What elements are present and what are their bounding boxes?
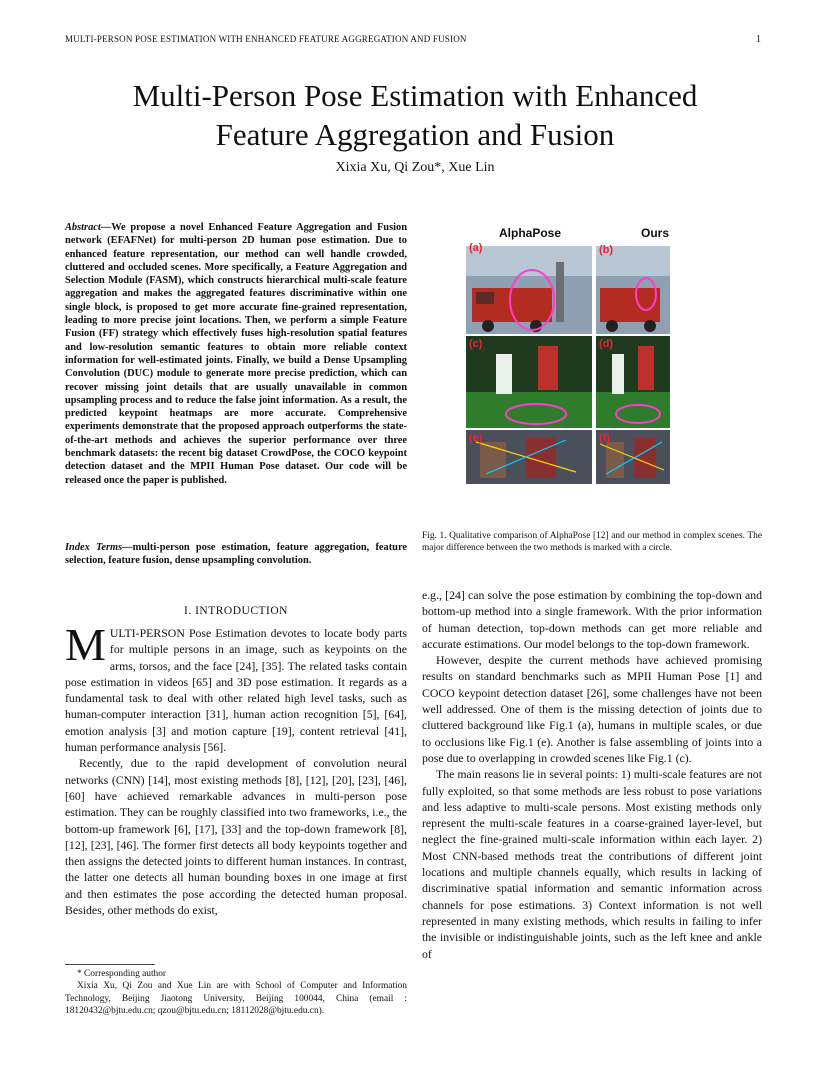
intro-paragraph-2: Recently, due to the rapid development of convolution neural networks (CNN) [14], most existing methods [8], [12], [20], [23], [46], [60] have achieved remarkable advances in multi-person pose estimation. They can be roughly classified into two frameworks, i.e., the bottom-up framework [6], [17], [33] and the top-down framework [8], [12], [23], [46]. The former first detects all body keypoints together and then assigns the detected joints to different human instances. In contrast, the latter one detects all human bounding boxes in one image at first and then estimates the pose according the detected human proposal. Besides, other methods do exist, (65, 756, 407, 918)
panel-label-c: (c) (469, 338, 483, 350)
title-line-1: Multi-Person Pose Estimation with Enhanced (132, 78, 698, 113)
paper-title (60, 76, 770, 154)
section-heading: I. INTRODUCTION (184, 605, 288, 617)
index-terms (65, 541, 407, 568)
panel-label-a: (a) (469, 242, 483, 254)
figure-image-grid (466, 242, 670, 484)
right-paragraph-3: The main reasons lie in several points: 1) multi-scale features are not fully exploited, so that some methods are less robust to pose variations and less adaptive to multi-scale persons. Most existing methods only represent the multi-scale features in a coarse-grained layer-level, but neglect the fine-grained multi-scale information within each layer. 2) Most CNN-based methods treat the contributions of different joint locations and multiple channels equally, which results in lacking of discriminative spatial information and semantic information across channels for pose estimations. 3) Context information is not well represented in many existing methods, which results in failing to infer the invisible or indistinguishable joints, such as the left knee and ankle of (422, 767, 762, 961)
abstract (65, 221, 407, 487)
footnote-affiliation: Xixia Xu, Qi Zou and Xue Lin are with School of Computer and Information Technology, Beijing Jiaotong University, Beijing 100044, China (email : 18120432@bjtu.edu.cn; qzou@bjtu.edu.cn; 18112028@bjtu.edu.cn). (65, 981, 407, 1016)
panel-e-image (466, 430, 592, 484)
footnote-rule (65, 964, 155, 965)
panel-b-image (596, 246, 670, 334)
footnote (65, 964, 407, 1017)
title-line-2: Feature Aggregation and Fusion (215, 117, 615, 152)
panel-label-d: (d) (599, 338, 614, 350)
figure-1 (466, 226, 670, 484)
footnote-corresponding: * Corresponding author (77, 969, 167, 979)
panel-label-b: (b) (599, 244, 614, 256)
abstract-text: —We propose a novel Enhanced Feature Aggregation and Fusion network (EFAFNet) for multi-person 2D human pose estimation. Due to enhanced feature representation, our method can well handle crowded, cluttered and occluded scenes. More specifically, a Feature Aggregation and Selection Module (FASM), which constructs hierarchical multi-scale feature aggregation and makes the aggregated features discriminative within one single block, is proposed to get more accurate fine-grained representation, leading to more precise joint locations. Then, we perform a simple Feature Fusion (FF) strategy which effectively fuses high-resolution spatial features and low-resolution semantic features to obtain more reliable context information for well-estimated joints. Finally, we build a Dense Upsampling Convolution (DUC) module to generate more precise prediction, which can recover missing joint details that are usually unavailable in common upsampling process and to reduce the false joint information. As a result, the predicted keypoint heatmaps are more accurate. Comprehensive experiments demonstrate that the proposed approach outperforms the state-of-the-art methods and achieves the superior performance over three benchmark datasets: the recent big dataset CrowdPose, the COCO keypoint detection dataset and the MPII Human Pose dataset. Our code will be released once the paper is published. (65, 222, 407, 486)
figure-caption: Fig. 1. Qualitative comparison of AlphaPose [12] and our method in complex scenes. The major difference between the two methods is marked with a circle. (422, 531, 762, 554)
index-terms-text: —multi-person pose estimation, feature aggregation, feature selection, feature fusion, dense upsampling convolution. (65, 542, 407, 567)
right-paragraph-2: However, despite the current methods have achieved promising results on standard benchmarks such as MPII Human Pose [1] and COCO keypoint detection dataset [26], some challenges have not been well addressed. One of them is the missing detection of joints due to cluttered background like Fig.1 (a), humans in multiple scales, or due to occlusions like Fig.1 (e). Another is false assembling of joints into a pose due to overlapping in crowded scenes like Fig.1 (c). (422, 653, 762, 765)
panel-label-f: (f) (599, 432, 610, 444)
panel-a-image (466, 246, 592, 334)
running-header: MULTI-PERSON POSE ESTIMATION WITH ENHANCED FEATURE AGGREGATION AND FUSION (65, 34, 467, 44)
page-number: 1 (756, 34, 761, 45)
authors: Xixia Xu, Qi Zou*, Xue Lin (335, 160, 495, 175)
right-paragraph-1: e.g., [24] can solve the pose estimation by combining the top-down and bottom-up method into a single framework. With the prior information of human detection, top-down methods can get more reliable and accurate estimations. Our model belongs to the top-down framework. (422, 588, 762, 651)
drop-cap: M (65, 619, 106, 670)
intro-right-column (422, 587, 762, 962)
index-terms-label: Index Terms (65, 542, 123, 553)
panel-c-image (466, 336, 592, 428)
intro-paragraph-1 (65, 619, 407, 755)
abstract-label: Abstract (65, 222, 101, 233)
intro-p1-text: ULTI-PERSON Pose Estimation devotes to locate body parts for multiple persons in an image, such as keypoints on the arms, torsos, and the face [24], [35]. The related tasks contain pose estimation in videos [65] and 3D pose estimation. It regards as a fundamental task to deal with other related high level tasks, such as human-computer interaction [31], human action recognition [5], [64], emotion analysis [3] and motion capture [19], content retrieval [41], human performance analysis [56]. (65, 626, 407, 755)
panel-label-e: (e) (469, 432, 483, 444)
figure-col-label-ours: Ours (641, 226, 670, 240)
intro-left-column (65, 619, 407, 918)
figure-col-label-alphapose: AlphaPose (499, 226, 562, 240)
